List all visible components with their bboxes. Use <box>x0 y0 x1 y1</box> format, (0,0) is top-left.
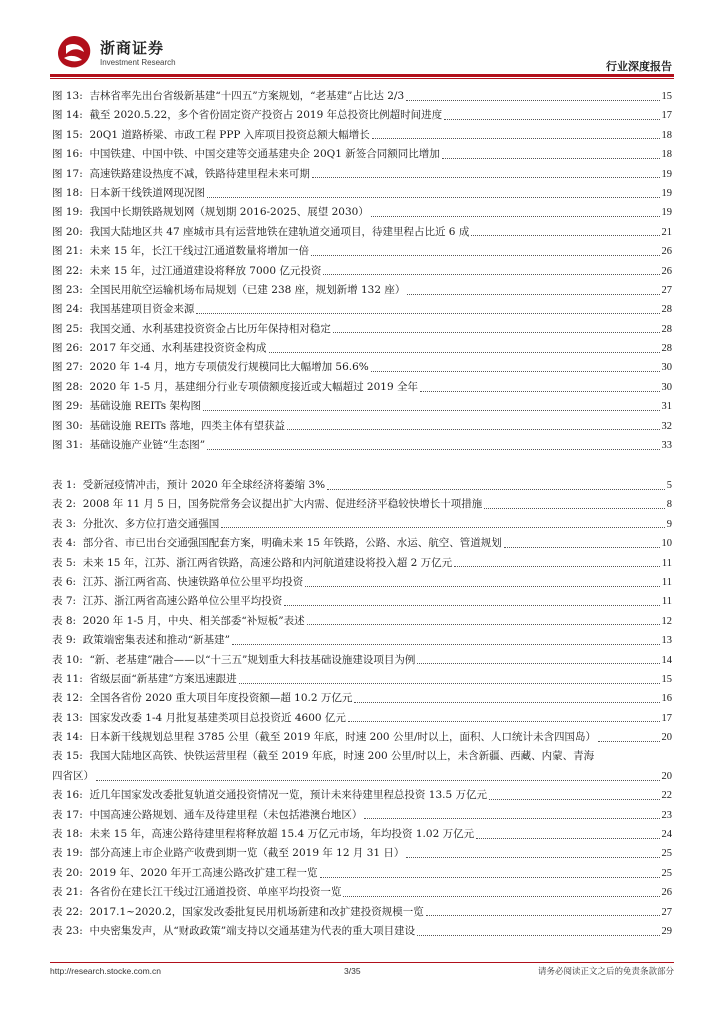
figure-entry[interactable] <box>52 145 672 164</box>
figure-entry-label: 图 20: <box>52 225 83 238</box>
figure-entry-label: 图 15: <box>52 128 83 141</box>
figure-entry[interactable] <box>52 126 672 145</box>
table-entry-page: 25 <box>661 848 672 860</box>
figure-entry[interactable] <box>52 339 672 358</box>
table-entry-title: 未来 15 年，高速公路待建里程将释放超 15.4 万亿元市场，年均投资 1.02 万亿元 <box>89 828 475 841</box>
dot-leader <box>221 526 665 528</box>
table-entry-label: 表 8: <box>52 614 77 627</box>
table-list <box>52 476 672 941</box>
table-entry-page: 20 <box>661 732 672 744</box>
dot-leader <box>287 428 660 430</box>
page-number: 3/35 <box>344 966 361 976</box>
figure-entry-page: 19 <box>661 187 672 199</box>
dot-leader <box>96 779 660 781</box>
dot-leader <box>406 99 659 101</box>
table-entry-label: 表 9: <box>52 634 77 647</box>
table-entry-title: 部分高速上市企业路产收费到期一览（截至 2019 年 12 月 31 日） <box>89 847 405 860</box>
figure-entry-page: 19 <box>661 168 672 180</box>
figure-entry-label: 图 25: <box>52 322 83 335</box>
figure-entry-page: 30 <box>661 381 672 393</box>
table-entry[interactable] <box>52 651 672 670</box>
table-entry[interactable] <box>52 922 672 941</box>
table-entry[interactable] <box>52 728 672 747</box>
figure-entry-label: 图 19: <box>52 206 83 219</box>
table-entry-title: 2019 年、2020 年开工高速公路改扩建工程一览 <box>89 866 318 879</box>
table-entry-title: 未来 15 年，江苏、浙江两省铁路，高速公路和内河航道建设将投入超 2 万亿元 <box>82 556 453 569</box>
figure-entry-title: 我国交通、水利基建投资资金占比历年保持相对稳定 <box>89 322 331 335</box>
table-entry-page: 5 <box>666 480 672 491</box>
table-entry-title: 各省份在建长江干线过江通道投资、单座平均投资一览 <box>89 886 342 899</box>
table-entry-title: 2017.1~2020.2，国家发改委批复民用机场新建和改扩建投资规模一览 <box>89 905 424 918</box>
table-entry[interactable] <box>52 825 672 844</box>
dot-leader <box>484 507 665 509</box>
figure-entry-label: 图 16: <box>52 148 83 161</box>
table-entry-title: 部分省、市已出台交通强国配套方案，明确未来 15 年铁路，公路、水运、航空、管道规划 <box>82 537 502 550</box>
figure-entry[interactable] <box>52 436 672 455</box>
dot-leader <box>207 196 660 198</box>
figure-entry-page: 31 <box>661 401 672 413</box>
figure-entry-title: 2020 年 1-5 月，基建细分行业专项债额度接近或大幅超过 2019 全年 <box>89 380 418 393</box>
figure-entry-label: 图 28: <box>52 380 83 393</box>
figure-entry-page: 21 <box>661 226 672 238</box>
dot-leader <box>406 856 659 858</box>
table-entry-title: 2008 年 11 月 5 日，国务院常务会议提出扩大内需、促进经济平稳较快增长十项措施 <box>82 498 483 511</box>
header-divider-thin <box>50 78 674 79</box>
table-entry[interactable] <box>52 709 672 728</box>
brand-name: 浙商证券 <box>100 39 165 57</box>
figure-entry-title: 2017 年交通、水利基建投资资金构成 <box>89 342 267 355</box>
table-entry-title: 近几年国家发改委批复轨道交通投资情况一览，预计未来待建里程总投资 13.5 万亿元 <box>89 789 487 802</box>
dot-leader <box>372 137 660 139</box>
table-entry[interactable] <box>52 864 672 883</box>
figure-entry-label: 图 24: <box>52 303 83 316</box>
table-entry-title: 国家发改委 1-4 月批复基建类项目总投资近 4600 亿元 <box>89 711 346 724</box>
dot-leader <box>239 682 660 684</box>
figure-entry-title: 基础设施 REITs 落地，四类主体有望获益 <box>89 419 285 432</box>
table-entry-page: 22 <box>661 790 672 802</box>
table-entry[interactable] <box>52 573 672 592</box>
figure-entry-title: 未来 15 年，过江通道建设将释放 7000 亿元投资 <box>89 264 322 277</box>
table-entry-label: 表 23: <box>52 924 83 937</box>
table-entry-title: “新、老基建”融合——以“十三五”规划重大科技基础设施建设项目为例 <box>89 653 416 666</box>
figure-entry[interactable] <box>52 184 672 203</box>
figure-entry[interactable] <box>52 358 672 377</box>
table-entry[interactable] <box>52 883 672 902</box>
zheshang-logo-icon <box>54 34 94 70</box>
table-entry[interactable] <box>52 806 672 825</box>
table-entry-label: 表 10: <box>52 653 83 666</box>
dot-leader <box>489 798 660 800</box>
dot-leader <box>476 837 659 839</box>
dot-leader <box>420 390 660 392</box>
table-entry[interactable] <box>52 495 672 514</box>
figure-entry-label: 图 30: <box>52 419 83 432</box>
footer-url[interactable]: http://research.stocke.com.cn <box>50 966 162 976</box>
table-entry-label: 表 19: <box>52 847 83 860</box>
figure-entry-title: 20Q1 道路桥梁、市政工程 PPP 入库项目投资总额大幅增长 <box>89 128 370 141</box>
figure-entry[interactable] <box>52 203 672 222</box>
figure-entry-page: 28 <box>661 343 672 355</box>
table-entry[interactable] <box>52 689 672 708</box>
table-entry[interactable] <box>52 631 672 650</box>
dot-leader <box>371 370 660 372</box>
dot-leader <box>407 293 659 295</box>
table-entry-title: 中央密集发声，从“财政政策”端支持以交通基建为代表的重大项目建设 <box>89 924 416 937</box>
figure-entry-title: 2020 年 1-4 月，地方专项债发行规模同比大幅增加 56.6% <box>89 361 369 374</box>
table-entry-page: 17 <box>661 712 672 724</box>
table-entry-label: 表 11: <box>52 672 83 685</box>
table-entry-page: 24 <box>661 829 672 841</box>
dot-leader <box>305 585 660 587</box>
dot-leader <box>417 662 659 664</box>
dot-leader <box>333 331 660 333</box>
dot-leader <box>454 565 660 567</box>
table-entry[interactable] <box>52 554 672 573</box>
dot-leader <box>203 409 660 411</box>
dot-leader <box>504 546 660 548</box>
dot-leader <box>471 234 659 236</box>
table-entry-page: 8 <box>666 499 672 511</box>
table-entry-page: 12 <box>661 615 672 627</box>
table-entry-label: 表 13: <box>52 711 83 724</box>
dot-leader <box>320 876 660 878</box>
table-entry-title: 受新冠疫情冲击，预计 2020 年全球经济将萎缩 3% <box>82 479 326 491</box>
table-entry-label: 表 5: <box>52 556 77 569</box>
figure-entry-label: 图 26: <box>52 342 83 355</box>
figure-entry-label: 图 27: <box>52 361 83 374</box>
table-entry[interactable] <box>52 786 672 805</box>
table-entry-label: 表 2: <box>52 498 77 511</box>
figure-entry-title: 日本新干线铁道网现况图 <box>89 186 205 199</box>
table-entry-page: 10 <box>661 538 672 550</box>
dot-leader <box>444 118 659 120</box>
figure-entry[interactable] <box>52 378 672 397</box>
dot-leader <box>348 720 660 722</box>
figure-entry-label: 图 21: <box>52 245 83 258</box>
figure-entry-label: 图 31: <box>52 439 83 452</box>
table-entry[interactable] <box>52 515 672 534</box>
figure-entry[interactable] <box>52 320 672 339</box>
table-entry-page: 20 <box>661 770 672 782</box>
table-entry[interactable] <box>52 476 672 495</box>
table-entry-label: 表 15: <box>52 750 83 763</box>
figure-entry-page: 18 <box>661 129 672 141</box>
table-entry-page: 14 <box>661 654 672 666</box>
page-header <box>50 28 674 78</box>
dot-leader <box>269 351 660 353</box>
table-entry-title-cont: 四省区） <box>52 769 94 782</box>
table-entry-title: 江苏、浙江两省高、快速铁路单位公里平均投资 <box>82 575 304 588</box>
table-entry-label: 表 1: <box>52 479 77 491</box>
dot-leader <box>426 914 660 916</box>
table-entry-page: 23 <box>661 809 672 821</box>
figure-list <box>52 87 672 455</box>
figure-entry[interactable] <box>52 106 672 125</box>
brand-tagline: Investment Research <box>100 58 176 67</box>
table-entry-title: 中国高速公路规划、通车及待建里程（未包括港澳台地区） <box>89 808 363 821</box>
figure-entry-page: 32 <box>661 420 672 432</box>
table-entry-page: 15 <box>661 673 672 685</box>
figure-entry[interactable] <box>52 87 672 106</box>
figure-entry-title: 未来 15 年，长江干线过江通道数量将增加一倍 <box>89 245 309 258</box>
figure-entry[interactable] <box>52 223 672 242</box>
table-entry[interactable] <box>52 903 672 922</box>
table-entry-label: 表 14: <box>52 731 83 744</box>
figure-entry-title: 吉林省率先出台省级新基建“十四五”方案规划，“老基建”占比达 2/3 <box>89 90 405 102</box>
table-entry-label: 表 18: <box>52 828 83 841</box>
table-entry-label: 表 20: <box>52 866 83 879</box>
figure-entry[interactable] <box>52 300 672 319</box>
dot-leader <box>311 254 660 256</box>
dot-leader <box>307 623 660 625</box>
figure-entry-page: 33 <box>661 440 672 452</box>
dot-leader <box>442 157 660 159</box>
table-entry-page: 27 <box>661 906 672 918</box>
figure-entry-label: 图 18: <box>52 186 83 199</box>
figure-entry-page: 26 <box>661 265 672 277</box>
table-entry-page: 25 <box>661 867 672 879</box>
dot-leader <box>354 701 659 703</box>
table-entry-page: 11 <box>661 576 672 588</box>
table-entry-label: 表 22: <box>52 905 83 918</box>
dot-leader <box>207 448 659 450</box>
figure-entry[interactable] <box>52 417 672 436</box>
figure-entry-page: 30 <box>661 362 672 374</box>
table-entry[interactable] <box>52 844 672 863</box>
table-entry-page: 16 <box>661 693 672 705</box>
figure-entry-title: 基础设施 REITs 架构图 <box>89 400 201 413</box>
figure-entry-page: 28 <box>661 304 672 316</box>
table-entry-label: 表 21: <box>52 886 83 899</box>
dot-leader <box>598 740 660 742</box>
figure-entry-label: 图 13: <box>52 90 83 102</box>
figure-entry-title: 我国基建项目资金来源 <box>89 303 195 316</box>
table-entry-title: 2020 年 1-5 月，中央、相关部委“补短板”表述 <box>82 614 305 627</box>
dot-leader <box>232 643 660 645</box>
dot-leader <box>196 312 659 314</box>
dot-leader <box>312 176 660 178</box>
table-entry-page: 13 <box>661 635 672 647</box>
figure-entry-label: 图 29: <box>52 400 83 413</box>
figure-entry-page: 15 <box>661 91 672 102</box>
table-entry-page: 9 <box>666 518 672 530</box>
figure-entry-page: 19 <box>661 207 672 219</box>
figure-entry-page: 18 <box>661 149 672 161</box>
figure-entry-title: 我国大陆地区共 47 座城市具有运营地铁在建轨道交通项目，待建里程占比近 6 成 <box>89 225 470 238</box>
figure-entry[interactable] <box>52 397 672 416</box>
footer-divider <box>50 962 674 963</box>
figure-entry-label: 图 22: <box>52 264 83 277</box>
table-entry-title: 政策端密集表述和推动“新基建” <box>82 634 230 647</box>
table-entry-label: 表 12: <box>52 692 83 705</box>
figure-entry[interactable] <box>52 281 672 300</box>
table-entry-title: 我国大陆地区高铁、快铁运营里程（截至 2019 年底，时速 200 公里/时以上，未含新疆、西藏、内蒙、青海 <box>89 750 595 763</box>
figure-entry-title: 我国中长期铁路规划网（规划期 2016-2025、展望 2030） <box>89 206 369 219</box>
table-entry[interactable] <box>52 592 672 611</box>
table-entry-label: 表 6: <box>52 575 77 588</box>
header-divider <box>50 74 674 77</box>
figure-entry-title: 截至 2020.5.22，多个省份固定资产投资占 2019 年总投资比例超时间进度 <box>89 109 443 122</box>
figure-entry-title: 高速铁路建设热度不减，铁路待建里程未来可期 <box>89 167 310 180</box>
table-entry-page: 11 <box>661 596 672 608</box>
dot-leader <box>323 273 659 275</box>
dot-leader <box>371 215 660 217</box>
figure-entry-title: 中国铁建、中国中铁、中国交建等交通基建央企 20Q1 新签合同额同比增加 <box>89 148 440 161</box>
table-entry-title: 省级层面“新基建”方案迅速跟进 <box>89 672 237 685</box>
table-entry-label: 表 16: <box>52 789 83 802</box>
table-entry-title: 分批次、多方位打造交通强国 <box>82 517 220 530</box>
dot-leader <box>417 934 659 936</box>
dot-leader <box>327 488 665 490</box>
table-entry-title: 江苏、浙江两省高速公路单位公里平均投资 <box>82 595 283 608</box>
dot-leader <box>364 817 659 819</box>
figure-entry[interactable] <box>52 262 672 281</box>
disclaimer-note: 请务必阅读正文之后的免责条款部分 <box>537 967 674 977</box>
figure-entry-page: 26 <box>661 246 672 258</box>
figure-entry[interactable] <box>52 242 672 261</box>
figure-entry-label: 图 23: <box>52 283 83 296</box>
dot-leader <box>284 604 660 606</box>
table-entry[interactable] <box>52 534 672 553</box>
table-entry-title: 日本新干线规划总里程 3785 公里（截至 2019 年底，时速 200 公里/时以上，面积、人口统计未含四国岛） <box>89 731 596 744</box>
table-entry-page: 11 <box>661 557 672 569</box>
figure-entry-page: 28 <box>661 323 672 335</box>
report-type: 行业深度报告 <box>606 60 672 73</box>
figure-entry-page: 27 <box>661 284 672 296</box>
table-entry-page: 29 <box>661 925 672 937</box>
table-entry[interactable] <box>52 612 672 631</box>
figure-entry-label: 图 14: <box>52 109 83 122</box>
figure-entry-label: 图 17: <box>52 167 83 180</box>
dot-leader <box>343 895 659 897</box>
table-entry-page: 26 <box>661 887 672 899</box>
figure-entry[interactable] <box>52 165 672 184</box>
table-entry-title: 全国各省份 2020 重大项目年度投资额—超 10.2 万亿元 <box>89 692 353 705</box>
table-entry[interactable] <box>52 670 672 689</box>
table-entry-label: 表 3: <box>52 517 77 530</box>
table-entry[interactable] <box>52 747 672 786</box>
table-entry-label: 表 17: <box>52 808 83 821</box>
table-entry-label: 表 4: <box>52 537 77 550</box>
figure-entry-title: 全国民用航空运输机场布局规划（已建 238 座，规划新增 132 座） <box>89 283 406 296</box>
figure-entry-page: 17 <box>661 110 672 122</box>
table-entry-label: 表 7: <box>52 595 77 608</box>
figure-entry-title: 基础设施产业链“生态图” <box>89 439 206 452</box>
